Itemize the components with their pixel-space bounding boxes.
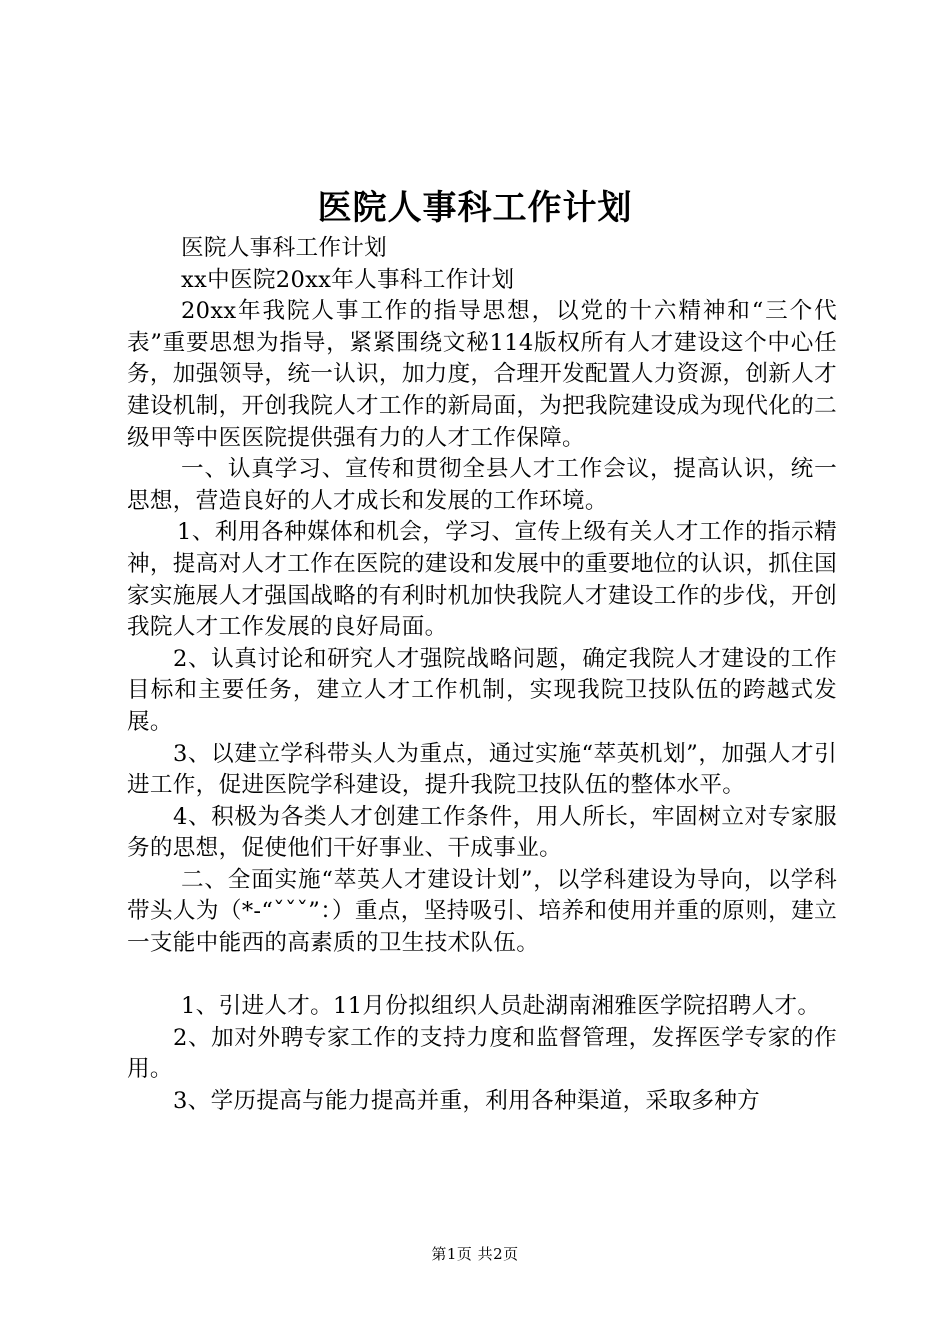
page-footer: 第1页 共2页 bbox=[431, 1245, 519, 1263]
subtitle-paragraph: 医院人事科工作计划 bbox=[181, 235, 388, 261]
document-body bbox=[127, 233, 837, 1118]
section-one-item-1: 1、利用各种媒体和机会，学习、宣传上级有关人才工作的指示精神，提高对人才工作在医院的建设和发展中的重要地位的认识，抓住国家实施展人才强国战略的有利时机加快我院人才建设工作的步伐，开创我院人才工作发展的良好局面。 bbox=[127, 519, 837, 641]
section-one-heading: 一、认真学习、宣传和贯彻全县人才工作会议，提高认识，统一思想，营造良好的人才成长和发展的工作环境。 bbox=[127, 456, 837, 514]
section-one-item-4: 4、积极为各类人才创建工作条件，用人所长，牢固树立对专家服务的思想，促使他们干好事业、干成事业。 bbox=[127, 803, 837, 862]
section-one-item-3: 3、以建立学科带头人为重点，通过实施“萃英机划”，加强人才引进工作，促进医院学科建设，提升我院卫技队伍的整体水平。 bbox=[127, 740, 837, 799]
section-two-heading: 二、全面实施“萃英人才建设计划”，以学科建设为导向，以学科带头人为（*-“ˇˇˇ”：）重点，坚持吸引、培养和使用并重的原则，建立一支能中能西的高素质的卫生技术队伍。 bbox=[127, 866, 837, 957]
section-two-item-2: 2、加对外聘专家工作的支持力度和监督管理，发挥医学专家的作用。 bbox=[127, 1024, 837, 1083]
section-two-item-3: 3、学历提高与能力提高并重，利用各种渠道，采取多种方 bbox=[173, 1088, 761, 1115]
plan-heading-paragraph: xx中医院20xx年人事科工作计划 bbox=[181, 266, 515, 293]
guiding-thought-paragraph: 20xx年我院人事工作的指导思想，以党的十六精神和“三个代表”重要思想为指导，紧紧围绕文秘114版权所有人才建设这个中心任务，加强领导，统一认识，加力度，合理开发配置人力资源，创新人才建设机制，开创我院人才工作的新局面，为把我院建设成为现代化的二级甲等中医医院提供强有力的人才工作保障。 bbox=[127, 298, 837, 451]
section-one-item-2: 2、认真讨论和研究人才强院战略问题，确定我院人才建设的工作目标和主要任务，建立人才工作机制，实现我院卫技队伍的跨越式发展。 bbox=[127, 645, 837, 735]
paragraph-gap bbox=[127, 960, 837, 992]
section-two-item-1: 1、引进人才。11月份拟组织人员赴湖南湘雅医学院招聘人才。 bbox=[181, 993, 821, 1020]
document-title: 医院人事科工作计划 bbox=[317, 188, 633, 228]
